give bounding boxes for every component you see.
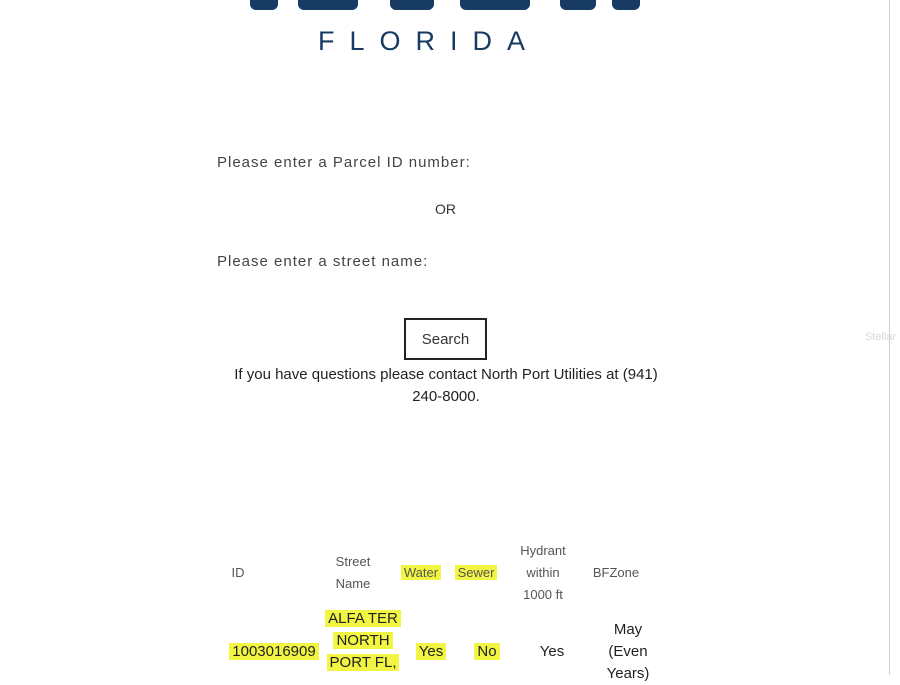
header-id: ID <box>231 565 245 580</box>
header-sewer: Sewer <box>452 562 500 584</box>
header-bfzone: BFZone <box>592 565 640 580</box>
parcel-id-prompt: Please enter a Parcel ID number: <box>217 154 471 171</box>
logo-script-fragment <box>250 0 650 16</box>
row-hydrant: Yes <box>539 643 565 660</box>
row-id: 1003016909 <box>224 641 324 663</box>
street-name-prompt: Please enter a street name: <box>217 253 429 270</box>
row-water: Yes <box>406 641 456 663</box>
search-button[interactable]: Search <box>404 318 487 360</box>
contact-line-2: 240-8000. <box>412 388 480 405</box>
header-water: Water <box>396 562 446 584</box>
header-street-name: Street Name <box>335 554 371 591</box>
or-separator: OR <box>435 201 456 217</box>
contact-line-1: If you have questions please contact North Port Utilities at (941) <box>234 366 658 383</box>
contact-info <box>216 364 676 408</box>
row-bfzone: May (Even Years) <box>606 621 650 682</box>
logo-wordmark: FLORIDA <box>318 26 541 56</box>
edge-watermark: Stellar <box>864 331 896 343</box>
row-sewer: No <box>462 641 512 663</box>
header-hydrant: Hydrant within 1000 ft <box>520 543 566 602</box>
row-street-name: ALFA TER NORTH PORT FL, <box>322 608 404 674</box>
